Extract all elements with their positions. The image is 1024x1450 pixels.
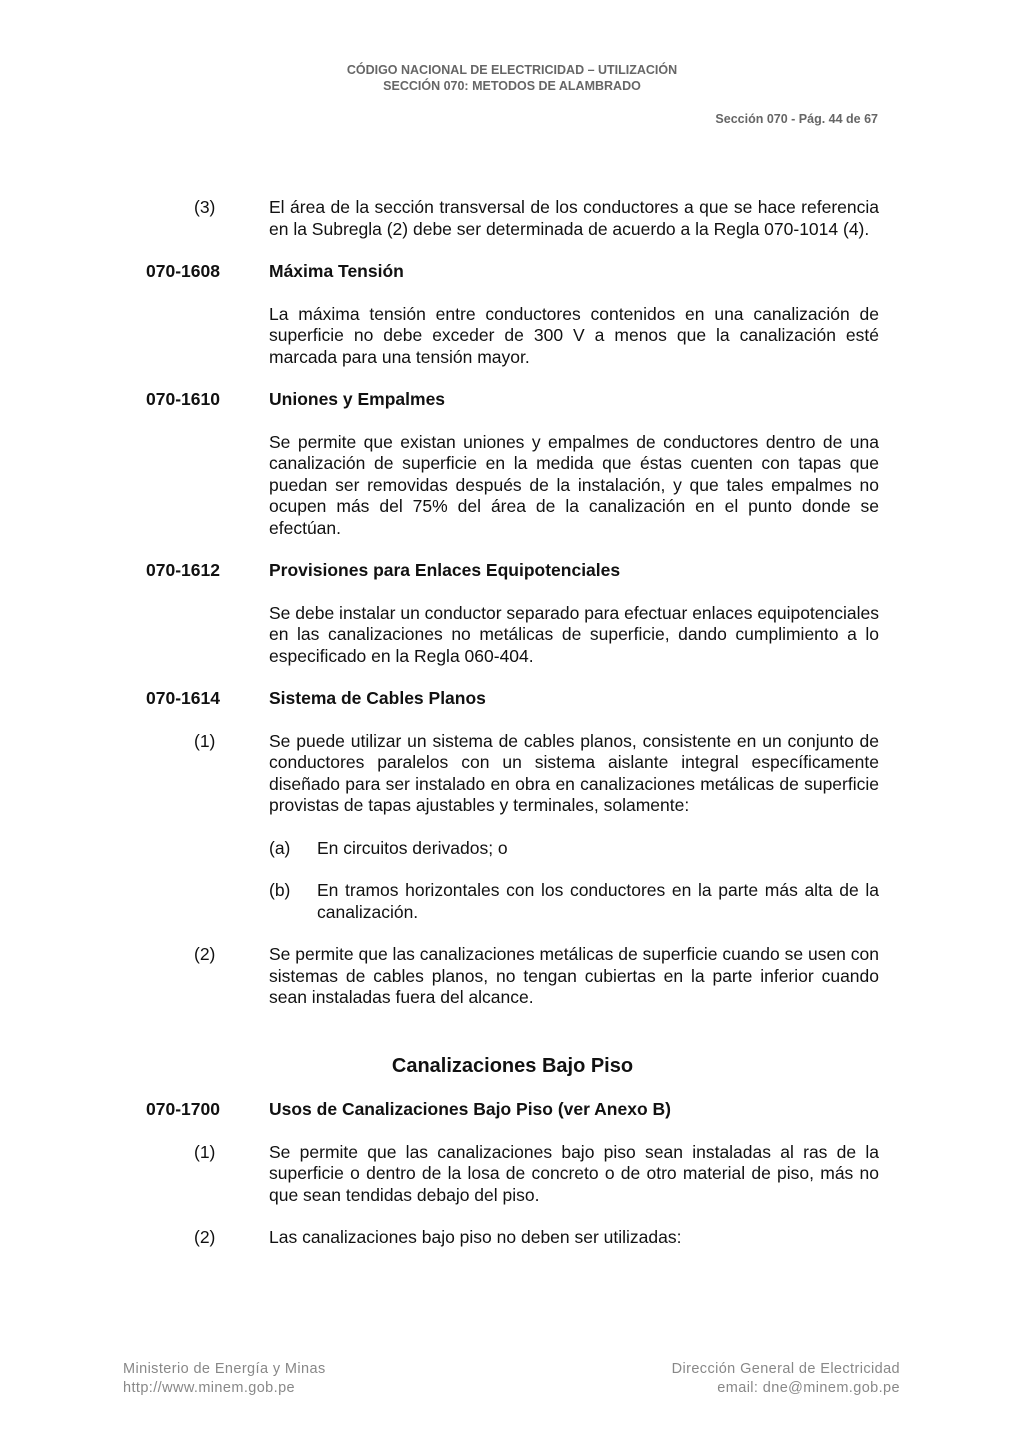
footer-ministry-name: Ministerio de Energía y Minas — [123, 1361, 326, 1377]
rule-code: 070-1612 — [146, 560, 220, 580]
subrule-text: Las canalizaciones bajo piso no deben ser utilizadas: — [269, 1227, 682, 1247]
clause-label: (a) — [269, 837, 291, 858]
rule-heading-1612 — [146, 560, 879, 582]
subrule-label: (2) — [194, 1227, 216, 1247]
subrule-1614-1 — [146, 731, 879, 817]
rule-heading-1608 — [146, 261, 879, 283]
subrule-1700-2 — [146, 1227, 879, 1249]
rule-body-1608 — [146, 304, 879, 369]
rule-title: Máxima Tensión — [269, 261, 404, 281]
clause-a — [146, 838, 879, 860]
rule-title: Uniones y Empalmes — [269, 389, 446, 409]
document-body — [146, 197, 879, 1270]
subrule-text: El área de la sección transversal de los conductores a que se hace referencia en la Subregla (2) debe ser determinada de acuerdo a la Regla 070-1014 (4). — [269, 197, 879, 239]
clause-label: (b) — [269, 880, 291, 900]
rule-code: 070-1610 — [146, 389, 220, 409]
page-number: Sección 070 - Pág. 44 de 67 — [715, 112, 878, 126]
rule-text: Se debe instalar un conductor separado para efectuar enlaces equipotenciales en las canalizaciones no metálicas de superficie, dando cumplimiento a lo especificado en la Regla 060-404. — [269, 602, 879, 666]
subrule-3 — [146, 197, 879, 240]
footer-website-link[interactable]: http://www.minem.gob.pe — [123, 1380, 295, 1396]
subrule-label: (3) — [194, 197, 216, 217]
subrule-label: (2) — [194, 944, 216, 964]
rule-text: La máxima tensión entre conductores contenidos en una canalización de superficie no debe exceder de 300 V a menos que la canalización esté marcada para una tensión mayor. — [269, 303, 879, 367]
header-code-title: CÓDIGO NACIONAL DE ELECTRICIDAD – UTILIZACIÓN — [346, 63, 678, 77]
document-header — [0, 62, 1024, 94]
header-section-title: SECCIÓN 070: METODOS DE ALAMBRADO — [383, 79, 641, 93]
footer-directorate-name: Dirección General de Electricidad — [671, 1361, 900, 1377]
rule-heading-1610 — [146, 389, 879, 411]
rule-code: 070-1700 — [146, 1099, 220, 1119]
rule-body-1612 — [146, 603, 879, 668]
footer-ministry — [123, 1360, 326, 1398]
subrule-1614-2 — [146, 944, 879, 1009]
rule-code: 070-1608 — [146, 261, 220, 281]
clause-text: En tramos horizontales con los conductores en la parte más alta de la canalización. — [317, 880, 879, 922]
rule-title: Usos de Canalizaciones Bajo Piso (ver Anexo B) — [269, 1099, 671, 1119]
subrule-text: Se puede utilizar un sistema de cables planos, consistente en un conjunto de conductores paralelos con un sistema aislante integral específicamente diseñado para ser instalado en obra en canalizaciones metálicas de superficie provistas de tapas ajustables y terminales, solamente: — [269, 730, 879, 815]
subrule-label: (1) — [194, 730, 216, 751]
subrule-1700-1 — [146, 1142, 879, 1207]
subrule-text: Se permite que las canalizaciones metálicas de superficie cuando se usen con sistemas de cables planos, no tengan cubiertas en la parte inferior cuando sean instaladas fuera del alcance. — [269, 944, 879, 1007]
footer-email-link[interactable]: email: dne@minem.gob.pe — [717, 1380, 900, 1396]
rule-code: 070-1614 — [146, 688, 220, 708]
footer-directorate — [672, 1360, 900, 1398]
section-heading: Canalizaciones Bajo Piso — [391, 1054, 634, 1077]
rule-title: Sistema de Cables Planos — [269, 688, 486, 708]
rule-text: Se permite que existan uniones y empalmes de conductores dentro de una canalización de superficie en la medida que éstas cuenten con tapas que puedan ser removidas después de la instalación, y que tales empalmes no ocupen más del 75% del área de la canalización en el punto donde se efectúan. — [269, 431, 879, 538]
clause-text: En circuitos derivados; o — [317, 837, 508, 858]
subrule-text: Se permite que las canalizaciones bajo piso sean instaladas al ras de la superficie o dentro de la losa de concreto o de otro material de piso, más no que sean tendidas debajo del piso. — [269, 1141, 879, 1205]
clause-b — [146, 880, 879, 923]
subrule-label: (1) — [194, 1141, 216, 1162]
rule-body-1610 — [146, 432, 879, 540]
rule-title: Provisiones para Enlaces Equipotenciales — [269, 560, 621, 580]
rule-heading-1614 — [146, 688, 879, 710]
rule-heading-1700 — [146, 1099, 879, 1121]
